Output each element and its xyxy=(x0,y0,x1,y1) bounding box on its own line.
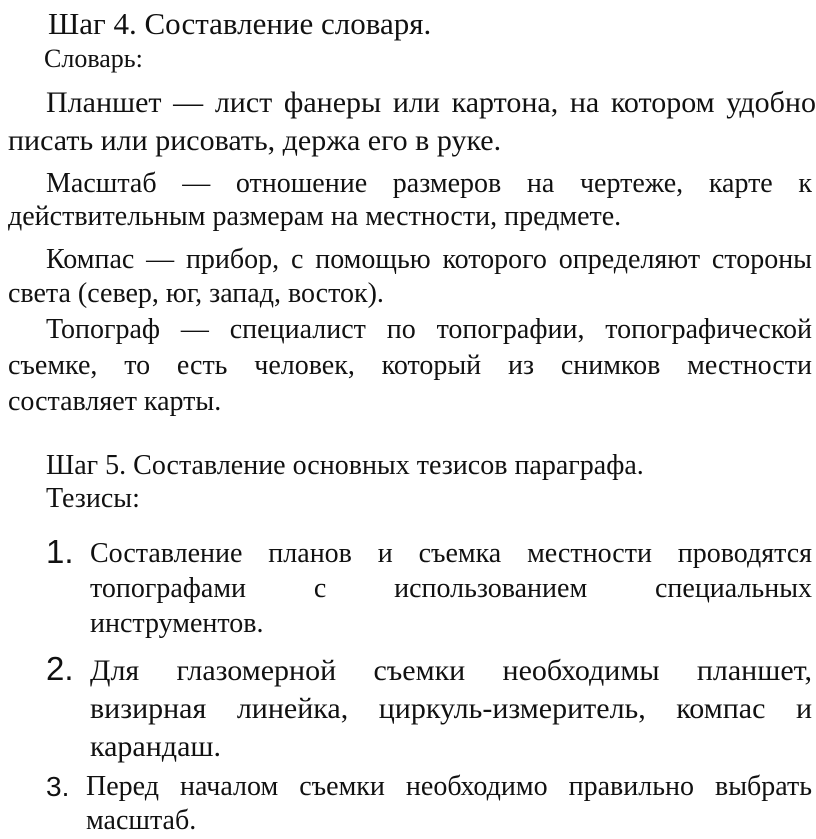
thesis-line: масштаб. xyxy=(86,805,197,836)
dictionary-entry-line: света (север, юг, запад, восток). xyxy=(8,278,384,309)
thesis-line: Составление планов и съемка местности проводятся xyxy=(90,540,812,569)
theses-label: Тезисы: xyxy=(46,483,140,514)
dictionary-entry-line: Планшет — лист фанеры или картона, на котором удобно xyxy=(46,88,816,119)
thesis-number: 3. xyxy=(46,771,70,802)
thesis-line: Для глазомерной съемки необходимы планшет, xyxy=(90,656,812,687)
dictionary-entry-line: Компас — прибор, с помощью которого определяют стороны xyxy=(46,246,812,275)
step5-heading: Шаг 5. Составление основных тезисов параграфа. xyxy=(46,450,644,481)
thesis-line: карандаш. xyxy=(90,730,221,763)
dictionary-entry-line: Топограф — специалист по топографии, топографической xyxy=(46,316,812,345)
step4-heading: Шаг 4. Составление словаря. xyxy=(48,6,432,41)
thesis-number: 2. xyxy=(46,650,74,687)
thesis-line: инструментов. xyxy=(90,608,264,639)
dictionary-entry-line: писать или рисовать, держа его в руке. xyxy=(8,124,502,157)
dictionary-entry-line: действительным размерам на местности, предмете. xyxy=(8,201,622,232)
thesis-line: Перед началом съемки необходимо правильно выбрать xyxy=(86,773,812,802)
thesis-number: 1. xyxy=(46,533,74,570)
dictionary-entry-line: составляет карты. xyxy=(8,386,222,417)
thesis-line: визирная линейка, циркуль-измеритель, компас и xyxy=(90,694,812,725)
thesis-line: топографами с использованием специальных xyxy=(90,575,812,604)
dictionary-entry-line: Масштаб — отношение размеров на чертеже, карте к xyxy=(46,170,812,199)
dictionary-entry-line: съемке, то есть человек, который из снимков местности xyxy=(8,352,812,381)
dictionary-label: Словарь: xyxy=(44,44,143,73)
